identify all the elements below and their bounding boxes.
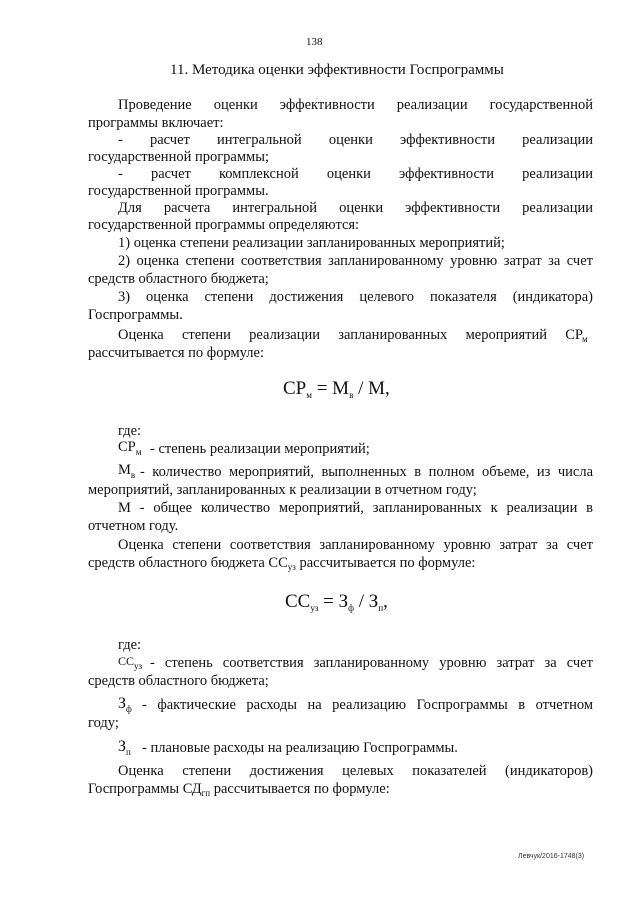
text-line: - степень реализации мероприятий; (150, 441, 370, 457)
formula-ss: $СС_{уз} = З_ф / З_п$, (285, 591, 388, 613)
text-line: - фактические расходы на реализацию Госпрограммы в отчетном (142, 697, 593, 713)
text-line: мероприятий, запланированных к реализации в отчетном году; (88, 482, 477, 498)
text-line: государственной программы; (88, 149, 269, 165)
text-line: где: (118, 637, 142, 653)
text-line: 3) оценка степени достижения целевого показателя (индикатора) (118, 289, 593, 305)
text-line: М - общее количество мероприятий, запланированных к реализации в (118, 500, 593, 516)
text-line: 2) оценка степени соответствия запланированному уровню затрат за счет (118, 253, 593, 269)
text-line: где: (118, 423, 142, 439)
text-line: Для расчета интегральной оценки эффективности реализации (118, 200, 593, 216)
text-line: Госпрограммы $СД_{гп}$ рассчитывается по формуле: (88, 781, 390, 798)
text-line: - расчет интегральной оценки эффективности реализации (118, 132, 593, 148)
symbol-zf: $З_ф$ (118, 695, 132, 714)
symbol-ss: $СС_{уз}$ (118, 654, 143, 671)
text-line: Госпрограммы. (88, 307, 183, 323)
text-line: - плановые расходы на реализацию Госпрограммы. (142, 740, 458, 756)
symbol-sr: $СР_м$ (118, 439, 142, 457)
text-line: средств областного бюджета $СС_{уз}$ рассчитывается по формуле: (88, 555, 476, 572)
text-line: - степень соответствия запланированному уровню затрат за счет (150, 655, 593, 671)
symbol-subscript: м (582, 334, 588, 344)
page-number: 138 (306, 36, 323, 48)
footer-stamp: Левчук/2016-1748(3) (518, 853, 585, 860)
symbol-mv: $М_в$ (118, 462, 136, 480)
text-line: рассчитывается по формуле: (88, 345, 264, 361)
text-line: Оценка степени достижения целевых показателей (индикаторов) (118, 763, 593, 779)
text-line: государственной программы определяются: (88, 217, 360, 233)
text-line: Оценка степени реализации запланированных мероприятий СР (118, 327, 583, 343)
text-line: - количество мероприятий, выполненных в полном объеме, из числа (140, 464, 593, 480)
text-line: отчетном году. (88, 518, 179, 534)
text-line: программы включает: (88, 115, 224, 131)
text-line: году; (88, 715, 119, 731)
formula-sr: $СР_м = М_в / М$, (283, 378, 390, 400)
text-line: государственной программы. (88, 183, 269, 199)
text-line: 1) оценка степени реализации запланированных мероприятий; (118, 235, 505, 251)
text-line: средств областного бюджета; (88, 271, 269, 287)
text-line: Проведение оценки эффективности реализации государственной (118, 97, 593, 113)
section-title: 11. Методика оценки эффективности Госпрограммы (170, 62, 504, 78)
text-line: Оценка степени соответствия запланированному уровню затрат за счет (118, 537, 593, 553)
text-line: - расчет комплексной оценки эффективности реализации (118, 166, 593, 182)
text-line: средств областного бюджета; (88, 673, 269, 689)
symbol-zp: $З_п$ (118, 738, 131, 757)
